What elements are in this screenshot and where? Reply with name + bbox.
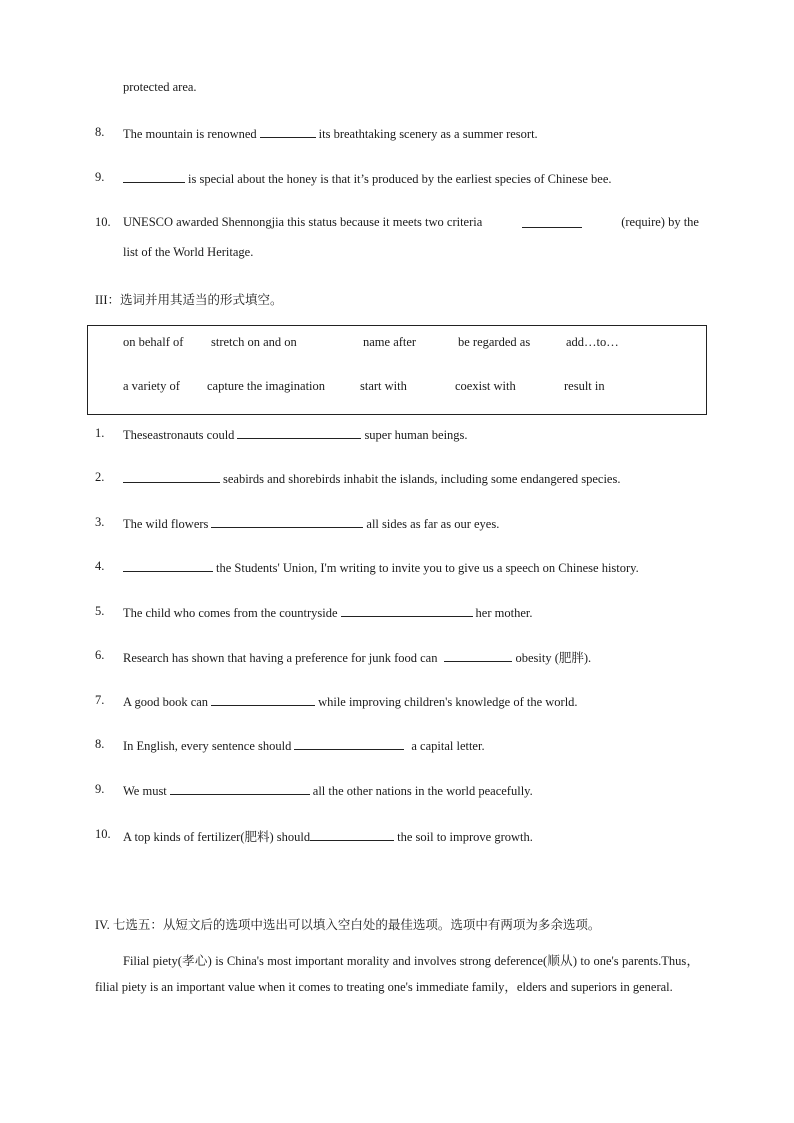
s3-item8-after: a capital letter. <box>411 739 485 753</box>
q10-after: (require) by the <box>621 215 699 229</box>
section4-heading: IV. 七选五：从短文后的选项中选出可以填入空白处的最佳选项。选项中有两项为多余选项。 <box>95 918 601 932</box>
q9-text <box>123 170 612 187</box>
s3-item9-blank[interactable] <box>170 782 310 795</box>
option-stretch-on-and-on: stretch on and on <box>211 335 297 349</box>
option-be-regarded-as: be regarded as <box>458 335 531 349</box>
s3-item3-after: all sides as far as our eyes. <box>366 517 500 531</box>
q8-before: The mountain is renowned <box>123 127 257 141</box>
s3-item5-after: her mother. <box>475 606 533 620</box>
s3-item2-blank[interactable] <box>123 470 220 483</box>
q9-blank[interactable] <box>123 170 185 183</box>
s3-item6-before: Research has shown that having a preference for junk food can <box>123 651 438 665</box>
s3-item2-after: seabirds and shorebirds inhabit the islands, including some endangered species. <box>223 472 621 486</box>
q10-line2: list of the World Heritage. <box>123 245 254 259</box>
s3-item1-blank[interactable] <box>237 426 361 439</box>
s3-item3-text <box>123 515 499 532</box>
s3-item8-text <box>123 737 485 754</box>
s3-item7-before: A good book can <box>123 695 209 709</box>
s3-item4-text <box>123 559 639 576</box>
s3-item1-text <box>123 426 468 443</box>
s3-item6-text <box>123 648 591 666</box>
q8-after: its breathtaking scenery as a summer resort. <box>318 127 538 141</box>
s3-item9-after: all the other nations in the world peacefully. <box>312 784 533 798</box>
q9-number: 9. <box>95 170 105 184</box>
s3-item2-number: 2. <box>95 470 105 484</box>
s3-item9-before: We must <box>123 784 167 798</box>
s3-item3-number: 3. <box>95 515 105 529</box>
s3-item3-before: The wild flowers <box>123 517 209 531</box>
option-a-variety-of: a variety of <box>123 379 180 393</box>
s3-item5-before: The child who comes from the countryside <box>123 606 338 620</box>
word-bank-box <box>87 325 707 415</box>
s3-item10-number: 10. <box>95 827 111 841</box>
section3-heading: III：选词并用其适当的形式填空。 <box>95 293 283 307</box>
s3-item10-before: A top kinds of fertilizer(肥料) should <box>123 830 311 844</box>
s3-item5-number: 5. <box>95 604 105 618</box>
option-start-with: start with <box>360 379 407 393</box>
s3-item1-after: super human beings. <box>364 428 468 442</box>
q10-text <box>123 215 699 230</box>
s3-item8-blank[interactable] <box>294 737 404 750</box>
s3-item3-blank[interactable] <box>211 515 363 528</box>
s3-item8-number: 8. <box>95 737 105 751</box>
s3-item6-after: obesity (肥胖). <box>515 651 592 665</box>
q10-blank[interactable] <box>522 215 582 228</box>
s3-item7-blank[interactable] <box>211 693 315 706</box>
q10-number: 10. <box>95 215 111 229</box>
s3-item9-number: 9. <box>95 782 105 796</box>
q8-blank[interactable] <box>260 125 316 138</box>
s3-item7-after: while improving children's knowledge of the world. <box>318 695 578 709</box>
q8-number: 8. <box>95 125 105 139</box>
s3-item4-after: the Students' Union, I'm writing to invite you to give us a speech on Chinese history. <box>216 561 639 575</box>
s3-item10-blank[interactable] <box>310 828 394 841</box>
s3-item9-text <box>123 782 533 799</box>
s3-item8-before: In English, every sentence should <box>123 739 292 753</box>
q9-after: is special about the honey is that it’s produced by the earliest species of Chinese bee. <box>188 172 612 186</box>
s3-item7-number: 7. <box>95 693 105 707</box>
option-name-after: name after <box>363 335 417 349</box>
s3-item10-after: the soil to improve growth. <box>397 830 533 844</box>
option-on-behalf-of: on behalf of <box>123 335 184 349</box>
option-coexist-with: coexist with <box>455 379 516 393</box>
option-add-to: add…to… <box>566 335 619 349</box>
q10-before: UNESCO awarded Shennongjia this status because it meets two criteria <box>123 215 483 229</box>
option-result-in: result in <box>564 379 605 393</box>
section4-passage: Filial piety(孝心) is China's most important morality and involves strong deference(顺从) to one's parents.Thus，filial piety is an important value when it comes to treating one's immediate family，elders and superiors in general. <box>95 954 699 994</box>
s3-item5-text <box>123 604 532 621</box>
continuation-text: protected area. <box>123 80 197 94</box>
s3-item7-text <box>123 693 578 710</box>
s3-item4-blank[interactable] <box>123 559 213 572</box>
s3-item5-blank[interactable] <box>341 604 473 617</box>
s3-item4-number: 4. <box>95 559 105 573</box>
s3-item10-text <box>123 827 533 845</box>
s3-item6-number: 6. <box>95 648 105 662</box>
s3-item2-text <box>123 470 620 487</box>
s3-item1-before: Theseastronauts could <box>123 428 235 442</box>
option-capture-the-imagination: capture the imagination <box>207 379 326 393</box>
q8-text <box>123 125 538 142</box>
s3-item1-number: 1. <box>95 426 105 440</box>
s3-item6-blank[interactable] <box>444 649 512 662</box>
